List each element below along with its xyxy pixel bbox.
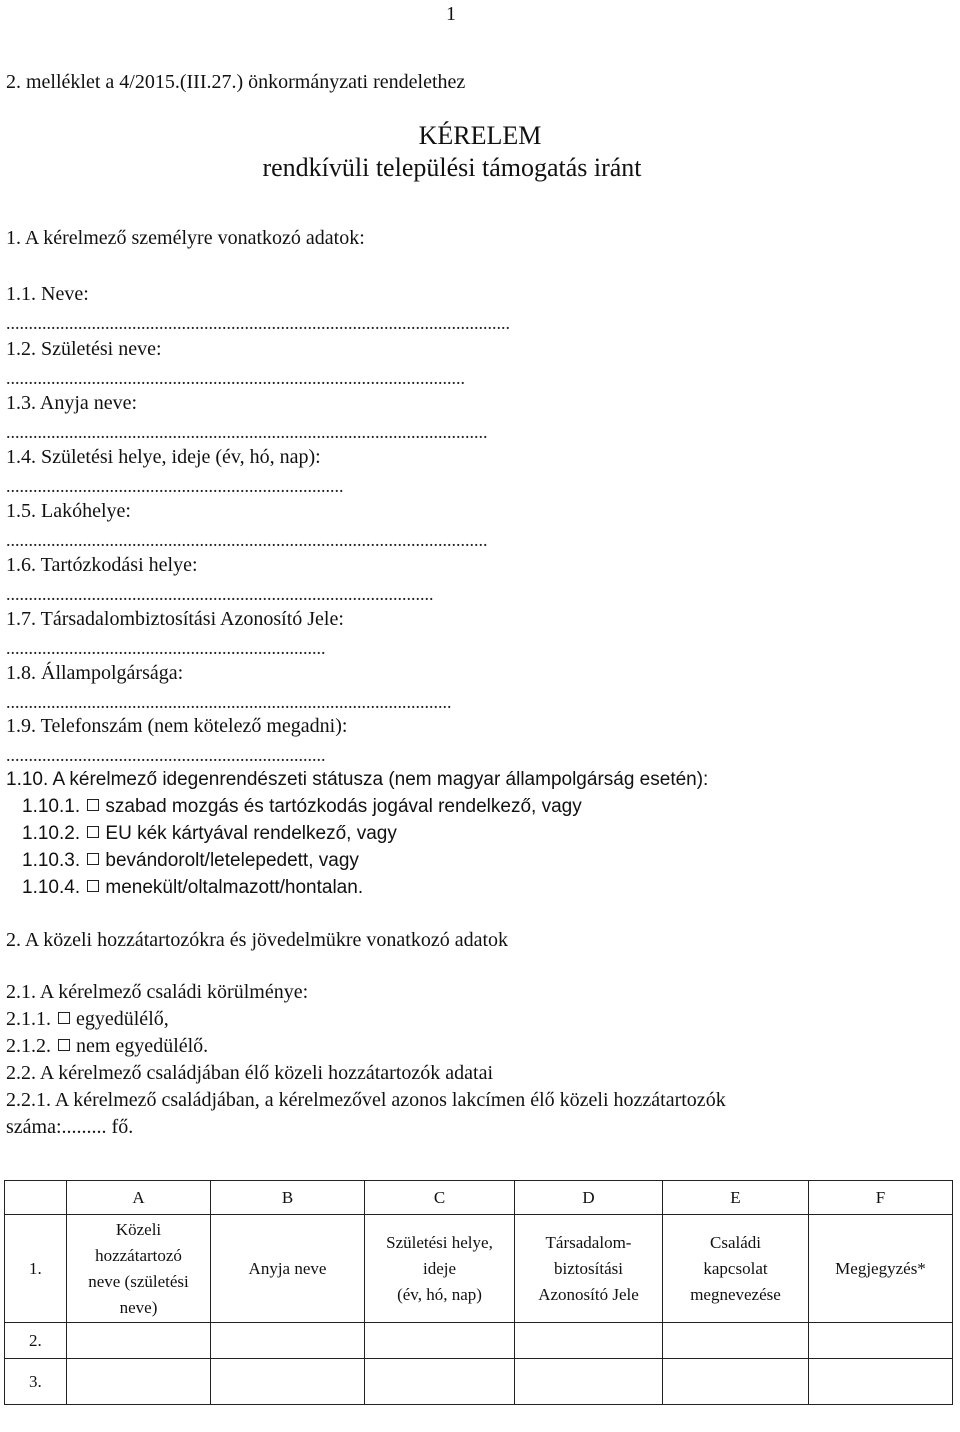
- field-citizenship-dots[interactable]: ...................................................................................................: [6, 693, 452, 711]
- status-option-2-number: 1.10.2.: [22, 823, 81, 844]
- column-letter-c: C: [365, 1181, 515, 1215]
- header-d-line3: Azonosító Jele: [538, 1284, 639, 1304]
- header-relationship: [663, 1215, 809, 1323]
- field-taj-dots[interactable]: .......................................................................: [6, 639, 326, 657]
- checkbox-icon[interactable]: [58, 1012, 70, 1024]
- header-e-line3: megnevezése: [690, 1284, 781, 1304]
- page-subtitle: rendkívüli települési támogatás iránt: [262, 153, 642, 182]
- header-a-line2: hozzátartozó: [95, 1245, 182, 1265]
- section2-heading: 2. A közeli hozzátartozókra és jövedelmükre vonatkozó adatok: [6, 929, 509, 951]
- table-cell[interactable]: [365, 1359, 515, 1405]
- family-option-1-text: egyedülélő,: [76, 1008, 169, 1030]
- field-mothername-label: 1.3. Anyja neve:: [6, 392, 138, 414]
- header-a-line1: Közeli: [115, 1219, 162, 1239]
- field-name-label: 1.1. Neve:: [6, 283, 89, 305]
- row-number-3: 3.: [5, 1359, 67, 1405]
- header-a-line3: neve (születési: [88, 1271, 189, 1291]
- status-option-3-number: 1.10.3.: [22, 850, 81, 871]
- header-taj: [515, 1215, 663, 1323]
- header-e-line1: Családi: [710, 1232, 761, 1252]
- header-c-line3: (év, hó, nap): [397, 1284, 482, 1304]
- column-letter-d: D: [515, 1181, 663, 1215]
- field-residence-label: 1.5. Lakóhelye:: [6, 500, 131, 522]
- header-d-line1: Társadalom-: [545, 1232, 632, 1252]
- header-remark: [809, 1215, 953, 1323]
- section1-heading: 1. A kérelmező személyre vonatkozó adatok:: [6, 227, 365, 249]
- row-number-1: 1.: [5, 1215, 67, 1323]
- family-option-2[interactable]: [6, 1034, 208, 1058]
- page-title: KÉRELEM: [418, 121, 542, 150]
- field-birthname-label: 1.2. Születési neve:: [6, 338, 162, 360]
- table-cell[interactable]: [515, 1359, 663, 1405]
- status-option-2[interactable]: [22, 822, 397, 846]
- checkbox-icon[interactable]: [58, 1039, 70, 1051]
- table-row: [5, 1359, 953, 1405]
- field-taj-label: 1.7. Társadalombiztosítási Azonosító Jele:: [6, 608, 344, 630]
- field-birthname-dots[interactable]: ......................................................................................................: [6, 369, 465, 387]
- field-phone-label: 1.9. Telefonszám (nem kötelező megadni):: [6, 715, 348, 737]
- relatives-count-line2: száma:......... fő.: [6, 1116, 134, 1138]
- table-cell[interactable]: [663, 1359, 809, 1405]
- relatives-count-line1: 2.2.1. A kérelmező családjában, a kérelmezővel azonos lakcímen élő közeli hozzátartozók: [6, 1089, 726, 1111]
- field-citizenship-label: 1.8. Állampolgársága:: [6, 662, 184, 684]
- family-option-2-number: 2.1.2.: [6, 1035, 51, 1057]
- table-cell[interactable]: [809, 1359, 953, 1405]
- field-mothername-dots[interactable]: ...........................................................................................................: [6, 423, 488, 441]
- family-option-2-text: nem egyedülélő.: [76, 1035, 209, 1057]
- status-heading: 1.10. A kérelmező idegenrendészeti státusza (nem magyar állampolgárság esetén):: [6, 769, 709, 790]
- header-f-line1: Megjegyzés*: [835, 1258, 926, 1278]
- field-residence-dots[interactable]: ...........................................................................................................: [6, 531, 488, 549]
- table-header-row: [5, 1215, 953, 1323]
- table-cell[interactable]: [67, 1323, 211, 1359]
- table-cell[interactable]: [663, 1323, 809, 1359]
- header-e-line2: kapcsolat: [703, 1258, 768, 1278]
- status-option-4[interactable]: [22, 876, 363, 900]
- page-number: 1: [446, 3, 456, 25]
- header-b-line1: Anyja neve: [248, 1258, 327, 1278]
- row-number-2: 2.: [5, 1323, 67, 1359]
- annex-reference: 2. melléklet a 4/2015.(III.27.) önkormányzati rendelethez: [6, 71, 466, 93]
- header-mother-name: [211, 1215, 365, 1323]
- field-birthplace-label: 1.4. Születési helye, ideje (év, hó, nap):: [6, 446, 321, 468]
- column-letter-b: B: [211, 1181, 365, 1215]
- table-column-letter-row: [5, 1181, 953, 1215]
- table-cell[interactable]: [809, 1323, 953, 1359]
- header-c-line2: ideje: [422, 1258, 457, 1278]
- checkbox-icon[interactable]: [87, 853, 99, 865]
- status-option-3-text: bevándorolt/letelepedett, vagy: [105, 850, 359, 871]
- table-row: [5, 1323, 953, 1359]
- checkbox-icon[interactable]: [87, 799, 99, 811]
- field-name-dots[interactable]: ................................................................................................................: [6, 314, 510, 332]
- column-letter-a: A: [67, 1181, 211, 1215]
- table-cell[interactable]: [515, 1323, 663, 1359]
- status-option-3[interactable]: [22, 849, 359, 873]
- family-option-1[interactable]: [6, 1007, 169, 1031]
- column-letter-f: F: [809, 1181, 953, 1215]
- field-stay-label: 1.6. Tartózkodási helye:: [6, 554, 198, 576]
- table-cell[interactable]: [365, 1323, 515, 1359]
- checkbox-icon[interactable]: [87, 880, 99, 892]
- status-option-4-number: 1.10.4.: [22, 877, 81, 898]
- status-option-1-number: 1.10.1.: [22, 796, 81, 817]
- header-d-line2: biztosítási: [554, 1258, 623, 1278]
- table-cell[interactable]: [211, 1359, 365, 1405]
- field-stay-dots[interactable]: ...............................................................................................: [6, 585, 434, 603]
- header-c-line1: Születési helye,: [386, 1232, 493, 1252]
- header-a-line4: neve): [119, 1297, 158, 1317]
- relatives-table: [4, 1180, 953, 1405]
- family-heading: 2.1. A kérelmező családi körülménye:: [6, 981, 309, 1003]
- status-option-2-text: EU kék kártyával rendelkező, vagy: [105, 823, 397, 844]
- column-letter-e: E: [663, 1181, 809, 1215]
- field-phone-dots[interactable]: .......................................................................: [6, 746, 326, 764]
- table-cell[interactable]: [211, 1323, 365, 1359]
- checkbox-icon[interactable]: [87, 826, 99, 838]
- table-corner-cell: [5, 1181, 67, 1215]
- field-birthplace-dots[interactable]: ...........................................................................: [6, 477, 344, 495]
- family-option-1-number: 2.1.1.: [6, 1008, 51, 1030]
- header-relative-name: [67, 1215, 211, 1323]
- table-cell[interactable]: [67, 1359, 211, 1405]
- status-option-4-text: menekült/oltalmazott/hontalan.: [105, 877, 364, 898]
- status-option-1[interactable]: [22, 795, 582, 819]
- header-birth-data: [365, 1215, 515, 1323]
- status-option-1-text: szabad mozgás és tartózkodás jogával rendelkező, vagy: [105, 796, 582, 817]
- relatives-heading: 2.2. A kérelmező családjában élő közeli hozzátartozók adatai: [6, 1062, 494, 1084]
